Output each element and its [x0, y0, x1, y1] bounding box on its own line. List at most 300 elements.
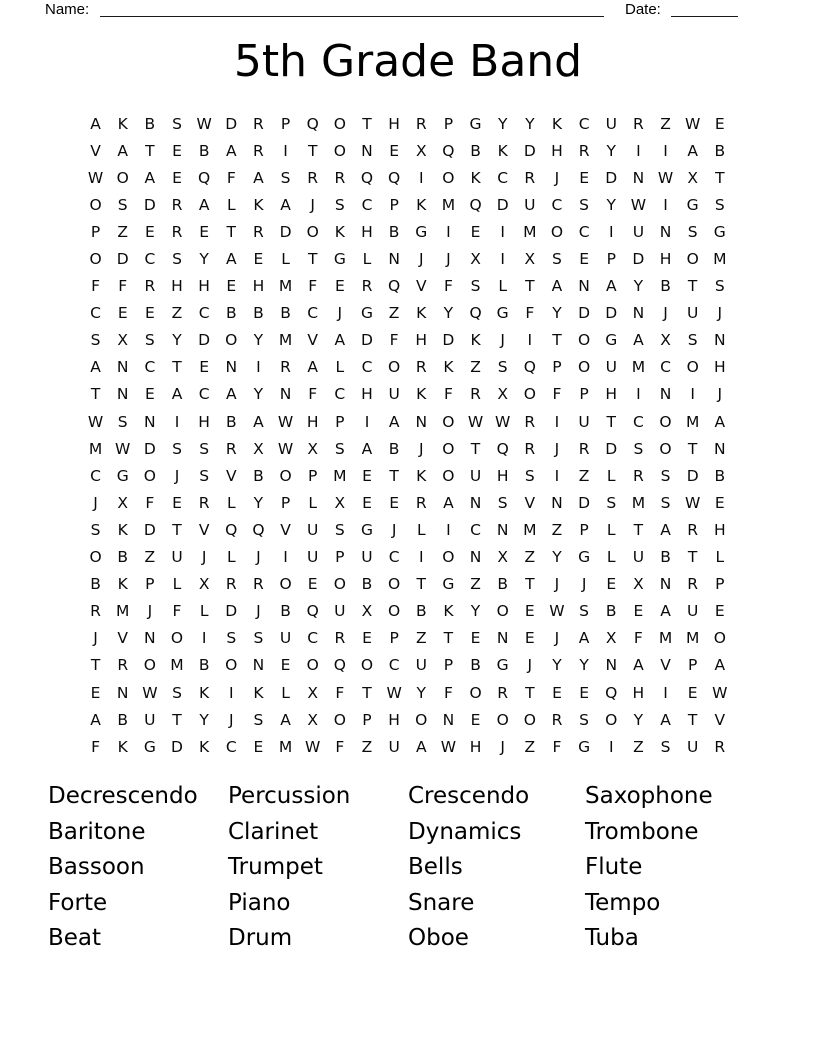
grid-letter: Y [606, 141, 616, 160]
grid-letter: Q [360, 168, 374, 187]
grid-letter: B [470, 141, 481, 160]
grid-letter: R [253, 114, 264, 133]
grid-letter: P [579, 520, 589, 539]
grid-letter: Z [551, 520, 563, 539]
grid-letter: Y [552, 548, 562, 567]
grid-letter: H [632, 683, 645, 702]
grid-letter: P [362, 710, 372, 729]
grid-letter: S [660, 466, 671, 485]
grid-letter: P [90, 222, 101, 241]
grid-letter: E [714, 493, 725, 512]
grid-letter: F [335, 683, 345, 702]
grid-letter: T [525, 277, 535, 296]
grid-letter: V [280, 520, 291, 539]
grid-letter: N [496, 629, 509, 648]
grid-letter: I [283, 548, 288, 567]
grid-letter: J [201, 548, 207, 567]
grid-letter: G [360, 520, 373, 539]
grid-letter: I [174, 412, 180, 431]
grid-letter: X [415, 141, 427, 160]
grid-letter: E [334, 277, 345, 296]
grid-letter: O [523, 385, 536, 404]
grid-letter: X [660, 331, 671, 350]
grid-letter: G [360, 304, 373, 323]
grid-letter: P [145, 575, 155, 594]
grid-letter: O [388, 358, 401, 377]
word-item: Bells [408, 854, 463, 881]
grid-letter: N [225, 358, 238, 377]
grid-letter: U [171, 548, 183, 567]
grid-letter: I [663, 683, 668, 702]
grid-letter: J [337, 304, 343, 323]
grid-letter: R [225, 439, 237, 458]
grid-letter: U [605, 358, 617, 377]
grid-letter: J [717, 385, 723, 404]
grid-letter: Z [171, 304, 183, 323]
grid-letter: S [199, 439, 210, 458]
grid-letter: O [89, 250, 102, 269]
grid-letter: D [496, 195, 509, 214]
grid-letter: E [579, 683, 589, 702]
grid-letter: Y [199, 710, 209, 729]
grid-letter: W [467, 412, 484, 431]
grid-letter: W [87, 412, 104, 431]
grid-letter: D [279, 222, 292, 241]
grid-letter: G [415, 222, 428, 241]
grid-letter: O [89, 548, 102, 567]
grid-letter: D [198, 331, 211, 350]
grid-letter: U [144, 710, 156, 729]
grid-letter: X [307, 439, 318, 458]
word-item: Drum [228, 925, 293, 952]
grid-letter: S [117, 195, 128, 214]
grid-letter: I [500, 222, 505, 241]
grid-letter: B [415, 602, 427, 621]
grid-letter: Z [578, 466, 590, 485]
grid-letter: G [116, 466, 129, 485]
grid-letter: J [93, 493, 98, 512]
grid-letter: C [497, 168, 509, 187]
grid-letter: N [116, 683, 129, 702]
grid-letter: Q [469, 195, 482, 214]
grid-letter: T [307, 141, 318, 160]
grid-letter: F [552, 737, 562, 756]
grid-letter: K [443, 602, 454, 621]
name-label: Name: [45, 1, 90, 18]
grid-letter: L [606, 548, 616, 567]
grid-letter: O [442, 412, 455, 431]
grid-letter: M [441, 195, 456, 214]
grid-letter: A [361, 439, 373, 458]
grid-letter: B [225, 412, 237, 431]
grid-letter: G [333, 250, 346, 269]
grid-letter: Q [306, 602, 319, 621]
grid-letter: N [659, 222, 672, 241]
grid-letter: J [554, 629, 560, 648]
word-item: Tuba [585, 925, 639, 952]
grid-letter: X [117, 493, 129, 512]
grid-letter: A [280, 195, 291, 214]
grid-letter: B [90, 575, 101, 594]
grid-letter: M [523, 520, 537, 539]
grid-letter: Y [497, 114, 508, 133]
grid-letter: Y [552, 656, 562, 675]
grid-letter: B [117, 710, 129, 729]
grid-letter: N [116, 358, 129, 377]
grid-letter: S [172, 114, 182, 133]
grid-letter: D [225, 114, 238, 133]
grid-letter: X [253, 439, 264, 458]
grid-letter: O [442, 548, 455, 567]
grid-letter: P [280, 493, 291, 512]
grid-letter: F [633, 629, 643, 648]
grid-letter: X [361, 602, 373, 621]
grid-letter: O [225, 331, 238, 350]
grid-letter: V [660, 656, 671, 675]
grid-letter: L [498, 277, 507, 296]
grid-letter: O [442, 466, 455, 485]
grid-letter: R [117, 656, 129, 675]
grid-letter: Y [633, 710, 644, 729]
grid-letter: K [253, 195, 264, 214]
grid-letter: A [605, 277, 617, 296]
grid-letter: J [500, 737, 505, 756]
grid-letter: P [579, 385, 589, 404]
grid-letter: H [659, 250, 672, 269]
grid-letter: C [470, 520, 481, 539]
name-blank-line [100, 0, 604, 17]
grid-letter: I [201, 629, 207, 648]
grid-letter: O [523, 710, 536, 729]
grid-letter: Z [415, 629, 427, 648]
grid-letter: M [631, 493, 646, 512]
grid-letter: Y [253, 493, 264, 512]
grid-letter: O [578, 331, 591, 350]
grid-letter: K [443, 358, 454, 377]
grid-letter: N [469, 493, 482, 512]
grid-letter: O [279, 575, 292, 594]
grid-letter: N [605, 656, 618, 675]
grid-letter: N [714, 439, 726, 458]
grid-letter: D [632, 250, 645, 269]
word-item: Beat [48, 925, 102, 952]
grid-letter: I [228, 683, 234, 702]
grid-letter: T [90, 385, 101, 404]
grid-letter: W [196, 114, 212, 133]
grid-letter: U [361, 548, 373, 567]
grid-letter: S [524, 466, 535, 485]
grid-letter: F [525, 304, 535, 323]
grid-letter: X [307, 683, 318, 702]
grid-letter: N [415, 412, 428, 431]
grid-letter: T [226, 222, 236, 241]
grid-letter: X [524, 250, 536, 269]
grid-letter: R [497, 683, 509, 702]
grid-letter: O [659, 412, 672, 431]
grid-letter: R [225, 575, 237, 594]
word-list-column [408, 779, 585, 957]
grid-letter: R [551, 710, 563, 729]
grid-letter: S [172, 439, 182, 458]
grid-letter: C [90, 304, 101, 323]
grid-letter: R [470, 385, 481, 404]
word-search-grid [82, 110, 733, 760]
grid-letter: C [225, 737, 237, 756]
grid-letter: Q [523, 358, 536, 377]
grid-letter: G [469, 114, 482, 133]
grid-letter: G [686, 195, 699, 214]
grid-letter: O [605, 710, 618, 729]
grid-letter: S [253, 629, 264, 648]
grid-letter: C [578, 222, 590, 241]
grid-letter: A [660, 520, 671, 539]
grid-letter: J [256, 602, 261, 621]
grid-letter: I [500, 250, 505, 269]
grid-letter: T [145, 141, 155, 160]
grid-letter: T [687, 439, 698, 458]
grid-letter: X [687, 168, 698, 187]
grid-letter: O [306, 222, 319, 241]
grid-letter: M [685, 629, 700, 648]
grid-letter: L [226, 195, 236, 214]
grid-letter: U [686, 602, 699, 621]
grid-letter: K [117, 520, 128, 539]
grid-letter: H [252, 277, 265, 296]
grid-letter: J [500, 331, 505, 350]
grid-letter: H [469, 737, 482, 756]
grid-letter: V [524, 493, 536, 512]
grid-letter: E [606, 575, 617, 594]
grid-letter: L [308, 493, 318, 512]
grid-letter: B [225, 304, 237, 323]
grid-letter: B [198, 656, 210, 675]
grid-letter: U [388, 737, 400, 756]
grid-letter: N [144, 629, 156, 648]
grid-letter: A [225, 141, 237, 160]
grid-letter: E [714, 114, 725, 133]
grid-letter: V [415, 277, 427, 296]
grid-letter: R [415, 358, 427, 377]
grid-letter: T [606, 412, 616, 431]
grid-letter: U [632, 548, 645, 567]
grid-letter: C [361, 358, 373, 377]
grid-letter: J [174, 466, 180, 485]
grid-letter: Y [525, 114, 535, 133]
word-item: Saxophone [585, 783, 713, 809]
grid-letter: B [605, 602, 617, 621]
grid-letter: Y [253, 331, 264, 350]
grid-letter: R [578, 141, 590, 160]
grid-letter: Z [144, 548, 156, 567]
grid-letter: F [145, 493, 155, 512]
grid-letter: B [117, 548, 129, 567]
grid-letter: V [117, 629, 129, 648]
grid-letter: R [687, 520, 699, 539]
grid-letter: O [225, 656, 238, 675]
grid-letter: T [470, 439, 481, 458]
grid-letter: K [117, 737, 128, 756]
grid-letter: H [306, 412, 319, 431]
grid-letter: S [497, 358, 508, 377]
grid-letter: T [172, 520, 182, 539]
grid-letter: M [631, 358, 646, 377]
grid-letter: S [687, 331, 698, 350]
grid-letter: L [281, 683, 290, 702]
grid-letter: R [632, 466, 644, 485]
grid-letter: M [658, 629, 673, 648]
grid-letter: O [496, 602, 509, 621]
grid-letter: A [660, 710, 671, 729]
grid-letter: A [551, 277, 563, 296]
grid-letter: R [307, 168, 319, 187]
grid-letter: H [198, 277, 210, 296]
grid-letter: L [226, 493, 236, 512]
grid-letter: B [660, 548, 671, 567]
grid-letter: Y [606, 195, 616, 214]
grid-letter: S [334, 195, 345, 214]
grid-letter: N [714, 331, 726, 350]
grid-letter: D [686, 466, 699, 485]
grid-letter: W [440, 737, 457, 756]
grid-letter: R [524, 439, 536, 458]
grid-letter: E [389, 493, 400, 512]
grid-letter: E [579, 168, 589, 187]
grid-letter: H [361, 222, 373, 241]
grid-letter: Z [660, 114, 671, 133]
grid-letter: L [335, 358, 345, 377]
grid-letter: O [143, 656, 156, 675]
grid-letter: K [253, 683, 264, 702]
grid-letter: L [172, 575, 182, 594]
grid-letter: M [685, 412, 700, 431]
grid-letter: J [147, 602, 153, 621]
grid-letter: M [333, 466, 347, 485]
grid-letter: A [90, 114, 101, 133]
grid-letter: W [685, 493, 701, 512]
grid-letter: U [524, 195, 536, 214]
grid-letter: B [497, 575, 508, 594]
grid-letter: S [470, 277, 481, 296]
grid-letter: U [686, 304, 699, 323]
word-item: Oboe [408, 925, 469, 952]
grid-letter: A [443, 493, 454, 512]
grid-letter: M [170, 656, 184, 675]
grid-letter: W [386, 683, 402, 702]
grid-letter: N [551, 493, 563, 512]
grid-letter: G [442, 575, 455, 594]
grid-letter: N [632, 304, 645, 323]
grid-letter: F [335, 737, 345, 756]
word-item: Trumpet [228, 854, 323, 881]
word-item: Decrescendo [48, 783, 198, 809]
grid-letter: I [608, 222, 614, 241]
grid-letter: S [579, 195, 590, 214]
grid-letter: E [470, 629, 481, 648]
grid-letter: K [416, 304, 427, 323]
grid-letter: R [714, 737, 726, 756]
grid-letter: K [416, 385, 427, 404]
grid-letter: Y [416, 683, 426, 702]
grid-letter: D [578, 493, 591, 512]
grid-letter: B [714, 141, 726, 160]
grid-letter: N [632, 168, 645, 187]
grid-letter: D [442, 331, 455, 350]
grid-letter: E [253, 737, 264, 756]
grid-letter: A [225, 250, 237, 269]
word-item: Flute [585, 854, 643, 881]
grid-letter: X [334, 493, 346, 512]
grid-letter: I [663, 195, 668, 214]
grid-letter: W [305, 737, 321, 756]
grid-letter: E [524, 629, 535, 648]
grid-letter: G [578, 548, 591, 567]
grid-letter: S [606, 493, 617, 512]
grid-letter: T [416, 575, 426, 594]
grid-letter: N [442, 710, 455, 729]
word-item: Trombone [585, 818, 699, 845]
grid-letter: W [277, 412, 294, 431]
grid-letter: T [633, 520, 644, 539]
grid-letter: Q [306, 114, 319, 133]
grid-letter: A [307, 358, 318, 377]
grid-letter: S [633, 439, 644, 458]
grid-letter: O [713, 629, 726, 648]
grid-letter: Z [470, 358, 481, 377]
grid-letter: D [225, 602, 238, 621]
grid-letter: B [280, 602, 291, 621]
grid-letter: W [142, 683, 158, 702]
grid-letter: A [633, 656, 644, 675]
grid-letter: R [171, 195, 183, 214]
grid-letter: Y [199, 250, 209, 269]
grid-letter: U [415, 656, 427, 675]
grid-letter: F [443, 277, 453, 296]
grid-letter: W [630, 195, 647, 214]
grid-letter: I [636, 385, 641, 404]
grid-letter: A [388, 412, 400, 431]
grid-letter: L [715, 548, 725, 567]
word-item: Piano [228, 889, 291, 916]
word-list-column [585, 779, 765, 957]
grid-letter: A [660, 602, 671, 621]
grid-letter: J [663, 304, 668, 323]
date-blank-line [671, 0, 738, 17]
grid-letter: S [253, 710, 264, 729]
grid-letter: L [416, 520, 426, 539]
grid-letter: V [90, 141, 101, 160]
grid-letter: Y [253, 385, 264, 404]
grid-letter: I [418, 548, 424, 567]
grid-letter: C [144, 358, 156, 377]
grid-letter: D [143, 195, 156, 214]
grid-letter: C [388, 656, 400, 675]
grid-letter: N [496, 520, 509, 539]
grid-letter: T [362, 683, 372, 702]
grid-letter: S [714, 277, 725, 296]
grid-letter: J [93, 629, 98, 648]
grid-letter: S [226, 629, 237, 648]
grid-letter: E [144, 385, 155, 404]
grid-letter: O [333, 114, 346, 133]
grid-letter: D [361, 331, 373, 350]
grid-letter: A [198, 195, 210, 214]
grid-letter: O [333, 575, 346, 594]
grid-letter: G [713, 222, 726, 241]
grid-letter: S [172, 250, 182, 269]
grid-letter: T [687, 548, 698, 567]
grid-letter: Y [579, 656, 589, 675]
grid-letter: K [199, 683, 210, 702]
